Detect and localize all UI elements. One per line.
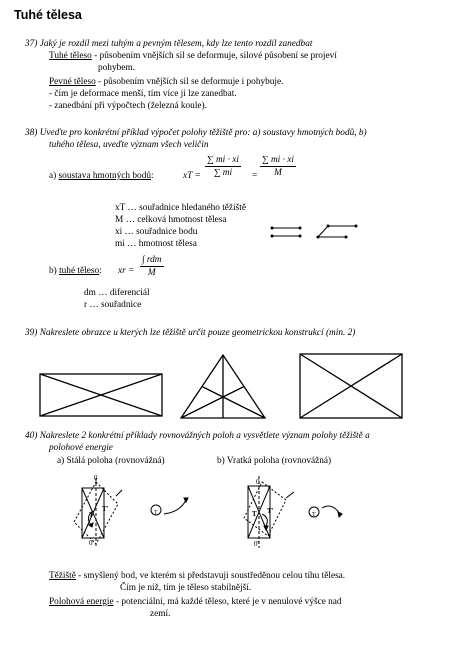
- q38-question-line2: tuhého tělesa, uveďte význam všech veličin: [49, 140, 209, 150]
- q37-bullet-2: - zanedbání při výpočtech (železná koule).: [49, 101, 207, 111]
- q40-term-centroid: Těžiště: [49, 571, 76, 581]
- q37-rigid-term: Tuhé těleso: [49, 51, 92, 61]
- q38-b-colon: :: [99, 266, 102, 276]
- fig-b-tp: T': [267, 507, 274, 515]
- q40-def-centroid: - smyšlený bod, ve kterém si představuji soustředěnou celou tíhu tělesa.: [75, 571, 346, 581]
- q39-question: 39) Nakreslete obrazce u kterých lze těžiště určit pouze geometrickou konstrukcí (min. 2): [25, 328, 356, 338]
- q38-def-m: M … celková hmotnost tělesa: [115, 215, 227, 225]
- segment-sketch: [270, 222, 360, 244]
- fig-a-tp: T': [102, 505, 109, 513]
- q38-b-label: [49, 265, 102, 277]
- fig-b-t: T: [252, 510, 257, 518]
- q38-question-line1: 38) Uveďte pro konkrétní příklad výpočet polohy těžiště pro: a) soustavy hmotných bodů, b): [25, 128, 367, 138]
- q38-frac2-num: ∑ mi · xi: [262, 155, 294, 165]
- q37-bullet-1: - čím je deformace menší, tím více ji lze zanedbat.: [49, 89, 237, 99]
- q40-question-line2: polohové energie: [49, 443, 113, 453]
- q37-solid-term: Pevné těleso: [49, 77, 96, 87]
- q40-centroid-line: [49, 570, 345, 582]
- q38-frac1-den: ∑ mi: [213, 168, 233, 178]
- triangle-medians-figure: [180, 354, 266, 420]
- page-title: Tuhé tělesa: [14, 8, 82, 22]
- q38-b-prefix: b): [49, 266, 60, 276]
- fig-b-circle-t: T: [312, 512, 316, 518]
- q38-a-colon: :: [151, 171, 154, 181]
- q38-a-label: [49, 170, 154, 182]
- q38-def-xi: xi … souřadnice bodu: [115, 227, 198, 237]
- q40-energy-line: [49, 596, 342, 608]
- fig-a-op: 0': [89, 539, 94, 547]
- q40-def-energy: - potenciální, má každé těleso, které je v nenulové výšce nad: [113, 597, 342, 607]
- q37-solid-def: - působením vnějších sil se deformuje i pohybuje.: [95, 77, 284, 87]
- stable-equilibrium-figure: [76, 474, 196, 554]
- fig-a-circle-t: T: [154, 510, 158, 516]
- q38-frac2-den: M: [274, 168, 282, 178]
- q40-b-label: b) Vratká poloha (rovnovážná): [217, 456, 332, 466]
- fig-a-t: T: [89, 511, 94, 519]
- q37-rigid-line: [49, 50, 337, 62]
- q40-def-centroid-2: Čím je níž, tím je těleso stabilnější.: [120, 583, 252, 593]
- q40-term-energy: Polohová energie: [49, 597, 114, 607]
- q38-def-xt: xT … souřadnice hledaného těžiště: [115, 203, 246, 213]
- q38-equals: =: [252, 171, 258, 181]
- square-diagonals-figure: [300, 354, 404, 420]
- q37-solid-line: [49, 76, 283, 88]
- q38-xr: xr =: [118, 266, 135, 276]
- q38-frac1-num: ∑ mi · xi: [207, 155, 239, 165]
- q40-a-label: a) Stálá poloha (rovnovážná): [57, 456, 165, 466]
- q38-xt: xT =: [183, 171, 201, 181]
- q38-def-dm: dm … diferenciál: [84, 288, 150, 298]
- q38-frac3-num: ∫ rdm: [142, 255, 162, 265]
- q38-def-mi: mi … hmotnost tělesa: [115, 239, 197, 249]
- q37-rigid-def: - působením vnějších sil se deformuje, silové působení se projeví: [91, 51, 337, 61]
- q38-frac3-den: M: [147, 268, 156, 278]
- q38-a-term: soustava hmotných bodů: [58, 171, 151, 181]
- fig-a-o: 0: [94, 474, 98, 482]
- q38-a-prefix: a): [49, 171, 59, 181]
- q38-b-term: tuhé těleso: [59, 266, 100, 276]
- q38-fraction-2: [260, 154, 296, 179]
- q40-def-energy-2: zemí.: [150, 609, 171, 619]
- rectangle-diagonals-figure: [40, 374, 164, 418]
- q37-rigid-def2: pohybem.: [98, 63, 135, 73]
- q40-question-line1: 40) Nakreslete 2 konkrétní příklady rovnovážných poloh a vysvětlete význam polohy těžiště a: [25, 431, 370, 441]
- q38-fraction-3: [140, 254, 164, 279]
- fig-b-o: 0: [256, 478, 260, 486]
- fig-b-op: 0': [254, 540, 259, 548]
- q38-def-r: r … souřadnice: [84, 300, 142, 310]
- q37-question: 37) Jaký je rozdíl mezi tuhým a pevným tělesem, kdy lze tento rozdíl zanedbat: [25, 39, 313, 49]
- q38-fraction-1: [205, 154, 241, 179]
